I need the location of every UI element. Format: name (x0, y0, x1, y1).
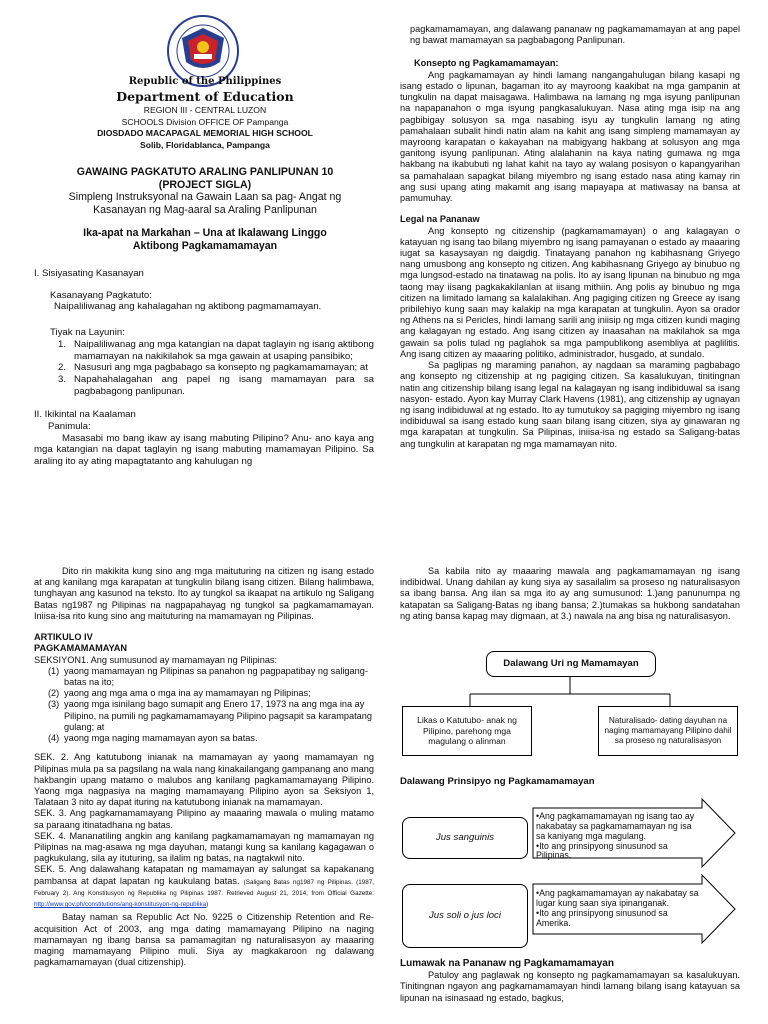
list-item: •Ang pagkamamamayan ng isang tao ay nakabatay sa pagkamamamayan ng isa sa kaniyang mga magulang. (536, 811, 695, 841)
layunin-list (54, 339, 374, 398)
school-address: Solib, Floridablanca, Pampanga (140, 139, 270, 150)
project-acronym-line2: Kasanayan ng Mag-aaral sa Araling Panlipunan (93, 204, 317, 217)
list-item: •Ito ang prinsipyong sinusunod sa Amerika. (536, 907, 668, 928)
konsepto-heading: Konsepto ng Pagkamamamayan: (414, 58, 559, 69)
kasanayan-text: Naipaliliwanag ang kahalagahan ng aktibong pagmamamayan. (54, 301, 322, 313)
continuation-text: pagkamamamayan, ang dalawang pananaw ng pagkamamamayan at ang papel ng bawat mamamayan sa pagbabagong Panlipunan. (410, 24, 740, 46)
project-acronym-line1: Simpleng Instruksyonal na Gawain Laan sa pag- Angat ng (68, 191, 342, 204)
soli-points (536, 889, 702, 928)
seksiyon1-list (44, 666, 374, 745)
project-name: (PROJECT SIGLA) (158, 178, 252, 191)
section1-heading: I. Sisiyasating Kasanayan (34, 268, 144, 279)
list-item: •Ito ang prinsipyong sinusunod sa Pilipinas. (536, 840, 668, 861)
section2-heading: II. Ikikintal na Kaalaman (34, 409, 136, 421)
legal-paragraph-2: Sa paglipas ng maraming panahon, ay nagdaan sa maraming pagbabago ang konsepto ng citizenship at ng pagiging citizen. Sa kasalukuyan, tinitingnan natin ang citizenship bilang isang legal na kalagayan ng isang indibiduwal sa isang nasyon- estado. Ayon kay Murray Clark Havens (1981), ang citizenship ay ugnayan ng isang indibiduwal at ng estado. Ito ay tumutukoy sa pagiging miyembro ng isang indibiduwal sa isang estado kung saan bilang isang citizen, siya ay ginawaran ng mga karapatan at tungkulin. Sa Pilipinas, iniisa-isa ng estado sa Saligang-batas ang tungkulin at karapatan ng mga mamamayan nito. (400, 360, 740, 449)
citizen-intro: Dito rin makikita kung sino ang mga maituturing na citizen ng isang estado at ang kanilang mga karapatan at tungkulin bilang isang citizen. Bilang halimbawa, tunghayan ang kasunod na teksto. Ito ay tungkol sa ikaapat na artikulo ng Saligang Batas ng1987 ng Pilipinas na nagpapahayag ng tungkol sa pagkamamamayan. Iniisa-isa rito kung sino ang maituturing na mamamayan ng Pilipinas. (34, 566, 374, 621)
jus-sanguinis-box: Jus sanguinis (402, 817, 528, 859)
pagkamamamayan-heading: PAGKAMAMAMAYAN (34, 643, 128, 654)
quarter-title: Ika-apat na Markahan – Una at Ikalawang Linggo (83, 226, 327, 239)
list-item: (3) yaong mga isinilang bago sumapit ang Enero 17, 1973 na ang mga ina ay Pilipino, na pumili ng pagkamamamayang Pilipino pagsapit sa karampatang gulang; at (48, 699, 372, 732)
sek4-text: SEK. 4. Mananatiling angkin ang kanilang pagkamamamayan ng mamamayan ng Pilipinas na mag-asawa ng mga dayuhan, matangi kung sa kanilang kagagawan o pagkukulang, sila ay ituturing, sa ilalim ng batas, na nagtakwil nito. (34, 830, 374, 864)
seksiyon1-text: SEKSIYON1. Ang sumusunod ay mamamayan ng Pilipinas: (34, 654, 278, 665)
list-item: •Ang pagkamamamayan ay nakabatay sa lugar kung saan siya ipinanganak. (536, 888, 699, 908)
legal-paragraph-1: Ang konsepto ng citizenship (pagkamamamayan) o ang kalagayan o katayuan ng isang tao bilang miyembro ng isang pamayanan o estado ay maaaring iugat sa kasaysayan ng daigdig. Tinatayang panahon ng kabihasnang Griyego nang umusbong ang konsepto ng citizen. Ang kabihasnang Griyego ay binubuo ng mga lungsod-estado na tinatawag na polis. Ito ay isang lipunan na binubuo ng mga taong may iisang pagkakakilanlan at iisang mithiin. Ang polis ay binubuo ng mga citizen na limitado lamang sa kalalakihan. Ang pagiging citizen ng Greece ay isang pribilehiyo kung saan may kalakip na mga karapatan at tungkulin. Ayon sa orador ng Athens na si Pericles, hindi lamang sarili ang iniisip ng mga citizen kundi maging ang kalagayan ng estado. Ang isang citizen ay inaasahan na makilahok sa mga gawain sa polis tulad ng paglahok sa mga pampublikong asembliya at paglilitis. Ang isang citizen ay maaaring politiko, administrador, husgado, at sundalo. (400, 225, 740, 359)
ra9225-text: Batay naman sa Republic Act No. 9225 o Citizenship Retention and Re-acquisition Act of 2003, ang mga dating mamamayang Pilipino na naging mamamayan ng ibang bansa sa pamamagitan ng naturalisasyon ay maaaring maging mamamayang Pilipino muli. Siya ay magkakaroon ng dalawang pagkamamamayan (dual citizenship). (34, 912, 374, 968)
list-item: 2. Nasusuri ang mga pagbabago sa konsepto ng pagkamamamayan; at (58, 362, 368, 374)
list-item: (1) yaong mamamayan ng Pilipinas sa panahon ng pagpapatibay ng saligang-batas na ito; (48, 665, 368, 687)
prinsipyo-heading: Dalawang Prinsipyo ng Pagkamamamayan (400, 776, 595, 787)
panimula-text: Masasabi mo bang ikaw ay isang mabuting Pilipino? Anu- ano kaya ang mga katangian na dapat taglayin ng isang mabuting mamamayan Pilipino. Sa araling ito ay ating mapagtatanto ang kahulugan ng (34, 432, 374, 468)
citation-link[interactable]: http://www.gov.ph/constitutions/ang-konstitusyon-ng-republika (34, 901, 207, 909)
artikulo-heading: ARTIKULO IV (34, 632, 93, 643)
kasanayan-label: Kasanayang Pagkatuto: (50, 289, 152, 301)
republic-header: Republic of the Philippines (128, 76, 282, 87)
likas-box: Likas o Katutubo- anak ng Pilipino, parehong mga magulang o alinman (402, 706, 532, 756)
citation-text: (Saligang Batas ng1987 ng Pilipinas. (1987, February 2). Ang Konstitusyon ng Republika ng Pilipinas 1987. Retrieved August 21, 2014, from Official Gazette: (34, 878, 374, 897)
sek2-text: SEK. 2. Ang katutubong inianak na mamamayan ay yaong mamamayan ng Pilipinas mula pa sa pagsilang na wala nang kinakailangang gampanang ano mang hakbangin upang matamo o malubos ang kanilang pagkamamamayang Pilipino. Yaong mga nagpasiya na maging mamamayang Pilipino ayon sa Seksiyon 1, Talataan 3 nito ay dapat ituring na katutubong inianak na mamamayan. (34, 752, 374, 808)
lumawak-heading: Lumawak na Pananaw ng Pagkamamamayan (400, 958, 614, 969)
sek5-text: SEK. 5. Ang dalawahang katapatan ng mamamayan ay salungat sa kapakanang pambansa at dapat lapatan ng kaukulang batas. (Saligang Batas ng1987 ng Pilipinas. (1987, February 2). Ang Konstitusyon ng Republika ng Pilipinas 1987. Retrieved August 21, 2014, from Official Gazette: http://www.gov.ph/constitutions/ang-konstitusyon-ng-republika) (34, 864, 374, 909)
school-name: DIOSDADO MACAPAGAL MEMORIAL HIGH SCHOOL (97, 128, 313, 139)
list-item: 1. Naipaliliwanag ang mga katangian na dapat taglayin ng isang aktibong mamamayan na nakikilahok sa mga gawain at usaping pansibiko; (58, 338, 374, 362)
layunin-label: Tiyak na Layunin: (50, 327, 125, 339)
activity-title: GAWAING PAGKATUTO ARALING PANLIPUNAN 10 (76, 166, 334, 178)
pagkawala-text: Sa kabila nito ay maaaring mawala ang pagkamamamayan ng isang indibidwal. Unang dahilan ay kung siya ay sasailalim sa proseso ng naturalisasyon sa ibang bansa. Ang ilan sa mga ito ay ang sumusunod: 1.)ang panunumpa ng katapatan sa Saligang-Batas ng ibang bansa; 2.)tumakas sa hukbong sandatahan ng ating bansa kapag may digmaan, at 3.) nawala na ang bisa ng naturalisasyon. (400, 566, 740, 621)
division-text: SCHOOLS Division OFFICE OF Pampanga (121, 116, 289, 127)
list-item: (4) yaong mga naging mamamayan ayon sa batas. (48, 733, 258, 744)
sek3-text: SEK. 3. Ang pagkamamamayang Pilipino ay maaaring mawala o muling matamo sa paraang itinatadhana ng batas. (34, 808, 374, 830)
jus-soli-box: Jus soli o jus loci (402, 884, 528, 948)
naturalisado-box: Naturalisado- dating dayuhan na naging mamamayang Pilipino dahil sa proseso ng naturalisasyon (598, 706, 738, 756)
citizen-types-title: Dalawang Uri ng Mamamayan (486, 651, 656, 677)
konsepto-text: Ang pagkamamayan ay hindi lamang nangangahulugan bilang kasapi ng isang estado o lipunan, bagaman ito ay mayroong kaakibat na mga gampanin at tungkulin na dapat maisagawa. Halimbawa na lamang ng mga isyung panlipunan na napapanahon o mga isyung pangkasalukuyan. Nasa ating mga isip na ang pagbibigay solusyon sa mga nasabing isyu ay tungkulin lamang ng ating pamahalaan subalit hindi natin alam na kahit ang isang simpleng mamamayan ay mayroong karapatan o kakayahan na mabigyang hakbang at solusyon ang mga ganitong isyung panlipunan. Ating alalahanin na kaya nating gumawa ng mga hakbang na ikabubuti ng lahat kahit na tayo ay walang posisyon o kapangyarihan sa pamahalaan sapagkat bilang miyembro ng isang estado nasa ating kamay rin ang susi upang ating makamit ang isang mapayapa at matiwasay na bansa at pamumuhay. (400, 69, 740, 204)
list-item: 3. Napahahalagahan ang papel ng isang mamamayan para sa pagbabagong panlipunan. (58, 373, 374, 397)
region-text: REGION III - CENTRAL LUZON (143, 105, 267, 116)
list-item: (2) yaong ang mga ama o mga ina ay mamamayan ng Pilipinas; (48, 688, 311, 699)
department-header: Department of Education (116, 89, 294, 105)
panimula-label: Panimula: (48, 421, 91, 433)
topic-title: Aktibong Pagkamamamayan (132, 239, 278, 252)
sanguinis-points (536, 812, 702, 861)
lumawak-text: Patuloy ang paglawak ng konsepto ng pagkamamamayan sa kasalukuyan. Tinitingnan ngayon ang pagkamamamayan hindi lamang bilang isang katayuan sa lipunan na isinasaad ng estado, bagkus, (400, 970, 740, 1003)
legal-heading: Legal na Pananaw (400, 214, 480, 225)
